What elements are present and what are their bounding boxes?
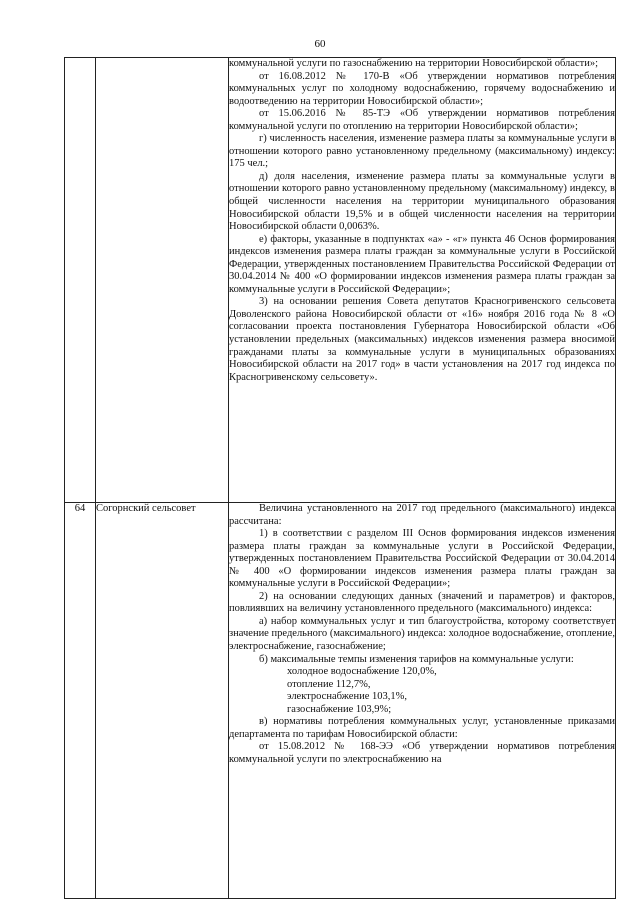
table-row	[65, 58, 616, 503]
paragraph: 2) на основании следующих данных (значений и параметров) и факторов, повлиявших на величину установленного предельного (максимального) индекса:	[229, 590, 615, 615]
paragraph: 1) в соответствии с разделом III Основ формирования индексов изменения размера платы граждан за коммунальные услуги в Российской Федерации, утвержденных постановлением Правительства Российской Федерации от 30.04.2014 № 400 «О формировании индексов изменения размера платы граждан за коммунальные услуги в Российской Федерации»;	[229, 528, 615, 590]
tariff-rate: газоснабжение 103,9%;	[287, 703, 392, 715]
paragraph: д) доля населения, изменение размера платы за коммунальные услуги в отношении которого равно установленному предельному (максимальному) индексу, в общей численности населения на территории муниципального образования Новосибирской области 19,5% и в общей численности населения на территории Новосибирской области 0,0063%.	[229, 170, 615, 233]
municipality-table	[64, 57, 616, 899]
paragraph: от 16.08.2012 № 170-В «Об утверждении нормативов потребления коммунальных услуг по холодному водоснабжению, горячему водоснабжению и водоотведению на территории Новосибирской области»;	[229, 70, 615, 107]
row-number-cell	[65, 58, 96, 503]
paragraph: Величина установленного на 2017 год предельного (максимального) индекса рассчитана:	[229, 503, 615, 527]
tariff-rate: отопление 112,7%,	[287, 678, 371, 690]
row-number-cell: 64	[65, 503, 96, 899]
table-row	[65, 503, 616, 899]
justification-cell	[229, 58, 616, 503]
paragraph: от 15.08.2012 № 168-ЭЭ «Об утверждении нормативов потребления коммунальной услуги по электроснабжению на	[229, 741, 615, 765]
paragraph: в) нормативы потребления коммунальных услуг, установленные приказами департамента по тарифам Новосибирской области:	[229, 716, 615, 740]
municipality-name-cell: Согорнский сельсовет	[96, 503, 229, 899]
municipality-name-cell	[96, 58, 229, 503]
paragraph: 3) на основании решения Совета депутатов Красногривенского сельсовета Доволенского района Новосибирской области от «16» ноября 2016 года № 8 «О согласовании проекта постановления Губернатора Новосибирской области «Об установлении предельных (максимальных) индексов изменения размера вносимой гражданами платы за коммунальные услуги в муниципальных образованиях Новосибирской области на 2017 год» в части установления на 2017 год индекса по Красногривенскому сельсовету».	[229, 296, 615, 383]
tariff-rate: электроснабжение 103,1%,	[287, 691, 407, 703]
paragraph: а) набор коммунальных услуг и тип благоустройства, которому соответствует значение предельного (максимального) индекса: холодное водоснабжение, отопление, электроснабжение, газоснабжение;	[229, 615, 615, 653]
tariff-rate: холодное водоснабжение 120,0%,	[287, 666, 437, 678]
paragraph: г) численность населения, изменение размера платы за коммунальные услуги в отношении которого равно установленному предельному (максимальному) индексу: 175 чел.;	[229, 133, 615, 170]
paragraph: б) максимальные темпы изменения тарифов на коммунальные услуги:	[259, 653, 574, 665]
justification-cell	[229, 503, 616, 899]
paragraph: коммунальной услуги по газоснабжению на территории Новосибирской области»;	[229, 58, 598, 69]
paragraph: от 15.06.2016 № 85-ТЭ «Об утверждении нормативов потребления коммунальной услуги по отоплению на территории Новосибирской области»;	[229, 108, 615, 132]
page-number: 60	[314, 38, 326, 50]
paragraph: е) факторы, указанные в подпунктах «а» - «г» пункта 46 Основ формирования индексов изменения размера платы граждан за коммунальные услуги в Российской Федерации, утвержденных постановлением Правительства Российской Федерации от 30.04.2014 № 400 «О формировании индексов изменения размера платы граждан за коммунальные услуги в Российской Федерации»;	[229, 233, 615, 295]
